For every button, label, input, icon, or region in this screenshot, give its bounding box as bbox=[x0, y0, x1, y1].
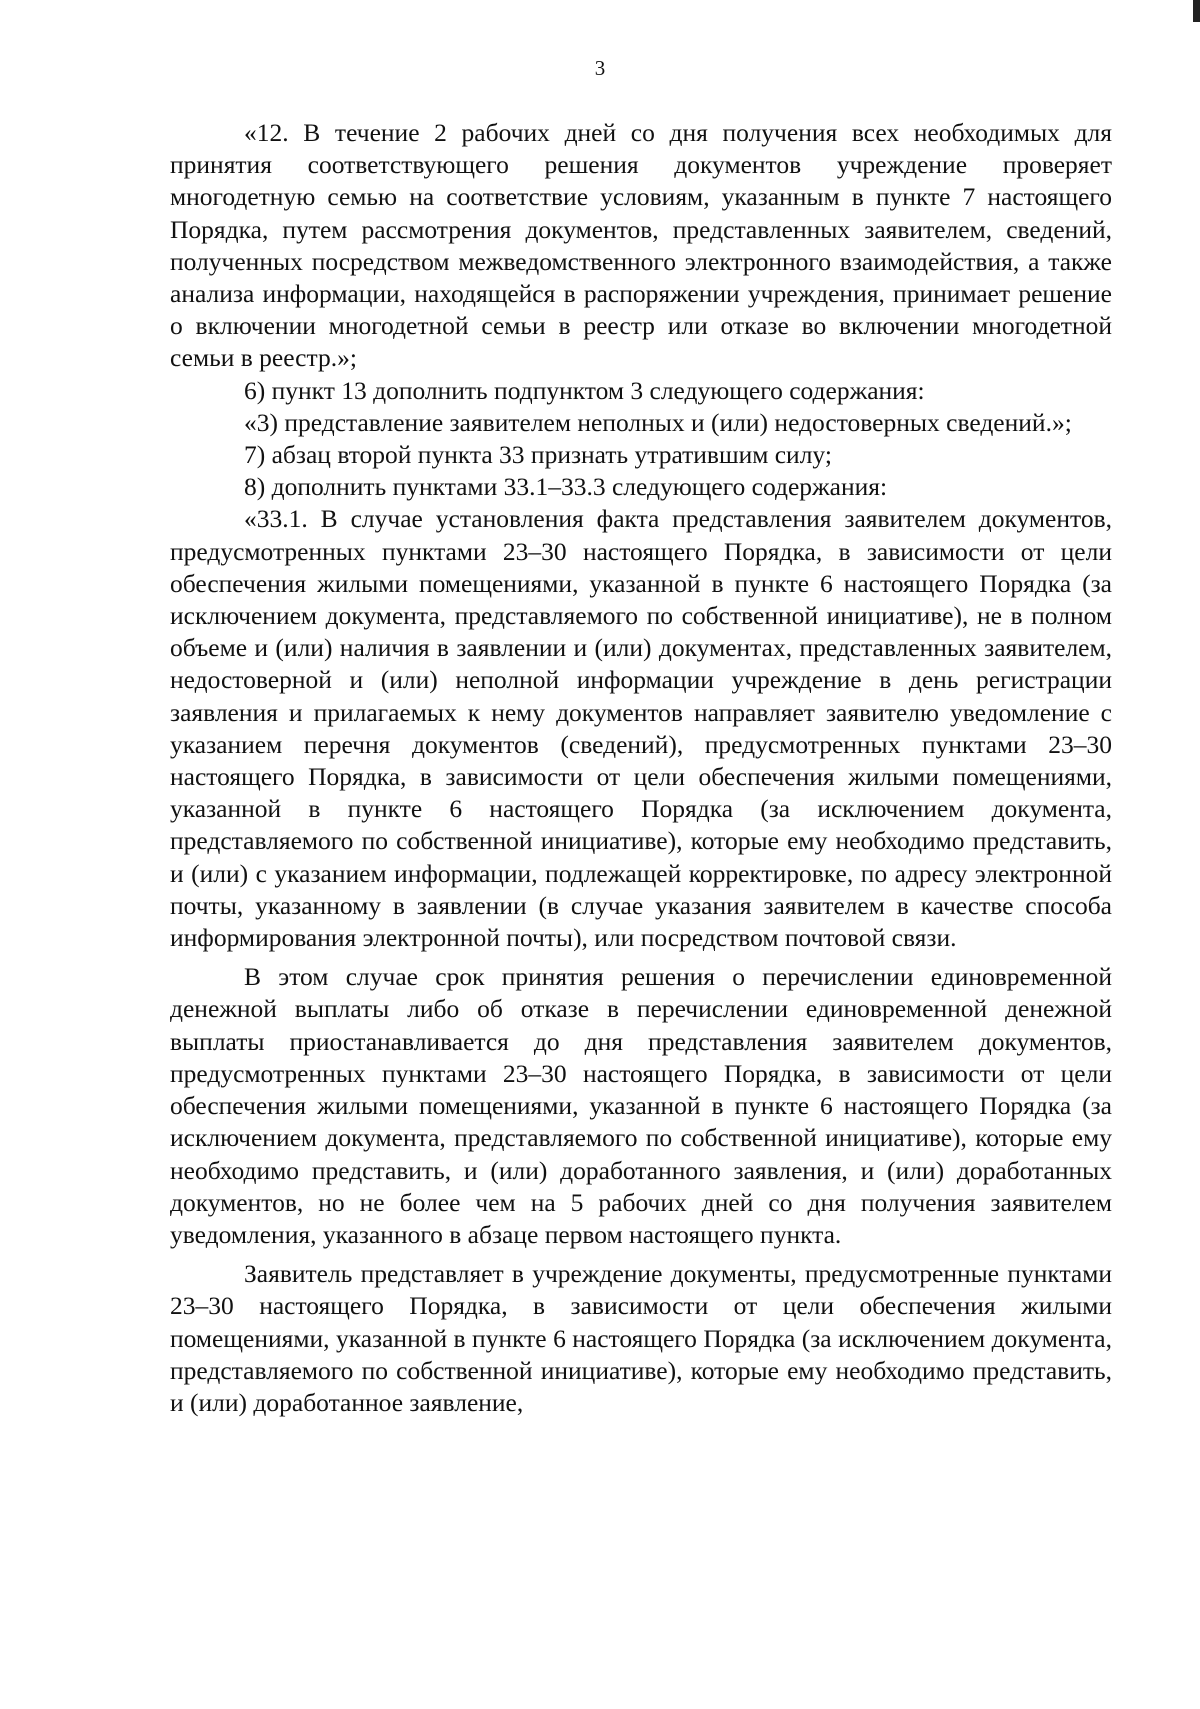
document-body bbox=[170, 117, 1112, 1419]
paragraph-suspension-term: В этом случае срок принятия решения о перечислении единовременной денежной выплаты либо об отказе в перечислении единовременной денежной выплаты приостанавливается до дня представления заявителем документов, предусмотренных пунктами 23–30 настоящего Порядка, в зависимости от цели обеспечения жилыми помещениями, указанной в пункте 6 настоящего Порядка (за исключением документа, представляемого по собственной инициативе), которые ему необходимо представить, и (или) доработанного заявления, и (или) доработанных документов, но не более чем на 5 рабочих дней со дня получения заявителем уведомления, указанного в абзаце первом настоящего пункта. bbox=[170, 962, 1112, 1249]
page-number: 3 bbox=[594, 56, 606, 80]
paragraph-item-12: «12. В течение 2 рабочих дней со дня получения всех необходимых для принятия соответствующего решения документов учреждение проверяет многодетную семью на соответствие условиям, указанным в пункте 7 настоящего Порядка, путем рассмотрения документов, представленных заявителем, сведений, полученных посредством межведомственного электронного взаимодействия, а также анализа информации, находящейся в распоряжении учреждения, принимает решение о включении многодетной семьи в реестр или отказе во включении многодетной семьи в реестр.»; bbox=[170, 118, 1112, 373]
paragraph-amendment-6: 6) пункт 13 дополнить подпунктом 3 следующего содержания: bbox=[244, 375, 925, 405]
paragraph-applicant-submission: Заявитель представляет в учреждение документы, предусмотренные пунктами 23–30 настоящего Порядка, в зависимости от цели обеспечения жилыми помещениями, указанной в пункте 6 настоящего Порядка (за исключением документа, представляемого по собственной инициативе), которые ему необходимо представить, и (или) доработанное заявление, bbox=[170, 1259, 1112, 1417]
paragraph-amendment-8: 8) дополнить пунктами 33.1–33.3 следующего содержания: bbox=[244, 472, 888, 502]
scan-edge-mark bbox=[1193, 0, 1200, 22]
paragraph-subitem-3: «3) представление заявителем неполных и (или) недостоверных сведений.»; bbox=[244, 407, 1072, 437]
paragraph-amendment-7: 7) абзац второй пункта 33 признать утратившим силу; bbox=[244, 440, 832, 470]
paragraph-item-33-1: «33.1. В случае установления факта представления заявителем документов, предусмотренных пунктами 23–30 настоящего Порядка, в зависимости от цели обеспечения жилыми помещениями, указанной в пункте 6 настоящего Порядка (за исключением документа, представляемого по собственной инициативе), не в полном объеме и (или) наличия в заявлении и (или) документах, представленных заявителем, недостоверной и (или) неполной информации учреждение в день регистрации заявления и прилагаемых к нему документов направляет заявителю уведомление с указанием перечня документов (сведений), предусмотренных пунктами 23–30 настоящего Порядка, в зависимости от цели обеспечения жилыми помещениями, указанной в пункте 6 настоящего Порядка (за исключением документа, представляемого по собственной инициативе), которые ему необходимо представить, и (или) с указанием информации, подлежащей корректировке, по адресу электронной почты, указанному в заявлении (в случае указания заявителем в качестве способа информирования электронной почты), или посредством почтовой связи. bbox=[170, 504, 1112, 953]
